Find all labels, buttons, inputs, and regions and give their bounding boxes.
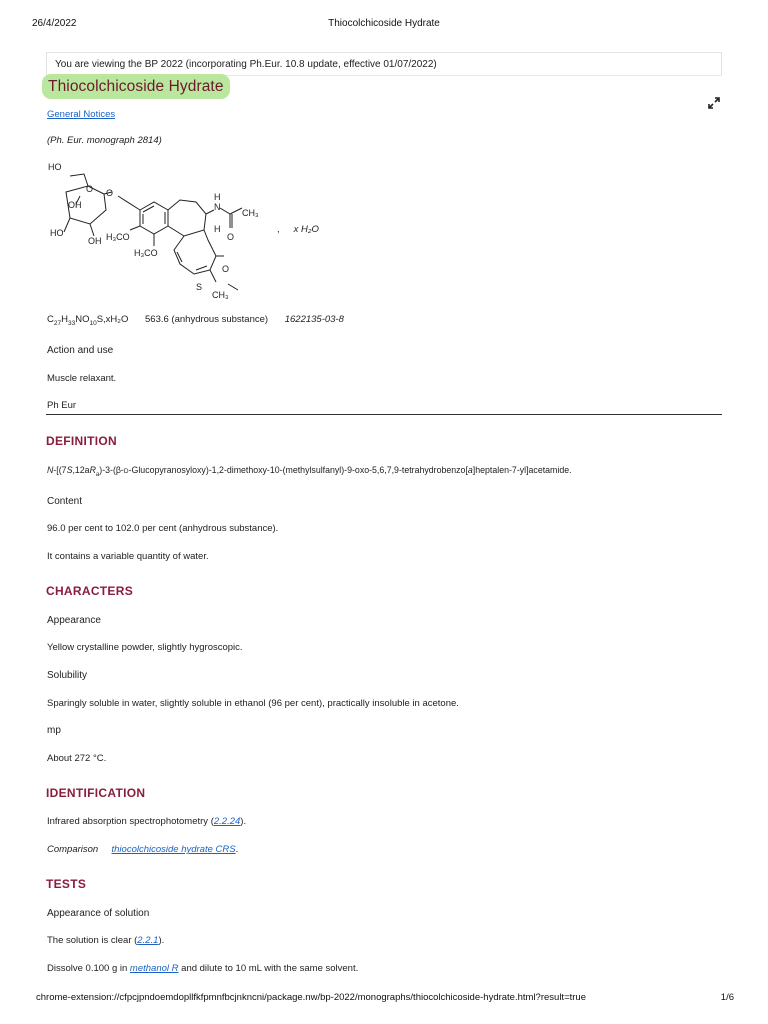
solubility-value: Sparingly soluble in water, slightly soluble in ethanol (96 per cent), practically insoluble in acetone.	[47, 698, 459, 709]
structure-label: O	[106, 188, 114, 198]
monograph-reference: (Ph. Eur. monograph 2814)	[47, 135, 162, 146]
molecular-formula-line	[47, 314, 344, 327]
dissolve-line	[47, 963, 358, 974]
section-heading-characters: CHARACTERS	[46, 584, 133, 598]
mp-value: About 272 °C.	[47, 753, 107, 764]
formula-sub: 33	[67, 319, 76, 327]
ir-end: ).	[240, 816, 247, 827]
page-number: 1/6	[720, 992, 734, 1003]
methanol-reagent-link[interactable]: methanol R	[129, 963, 179, 974]
formula-sub: 27	[53, 319, 62, 327]
structure-label: OH	[88, 236, 102, 246]
hydrate-notation	[277, 224, 319, 235]
structure-label: H	[214, 224, 221, 234]
structure-label: O	[222, 264, 230, 274]
structure-label: O	[227, 232, 235, 242]
divider	[46, 414, 722, 415]
appearance-value: Yellow crystalline powder, slightly hygroscopic.	[47, 642, 243, 653]
print-header	[0, 18, 768, 32]
structure-label: O	[86, 184, 94, 194]
comparison-line	[47, 844, 238, 855]
cas-number: 1622135-03-8	[284, 314, 344, 325]
structure-label: H₃CO	[134, 248, 158, 258]
version-notice: You are viewing the BP 2022 (incorporating Ph.Eur. 10.8 update, effective 01/07/2022)	[46, 52, 722, 76]
comparison-label: Comparison	[47, 844, 99, 855]
comma: ,	[277, 224, 280, 235]
structure-label: N	[214, 202, 221, 212]
clear-line	[47, 935, 164, 946]
section-heading-definition: DEFINITION	[46, 434, 117, 448]
action-text: Muscle relaxant.	[47, 373, 117, 384]
clear-end: ).	[158, 935, 165, 946]
structure-label: S	[196, 282, 203, 292]
molecular-weight: 563.6 (anhydrous substance)	[145, 314, 269, 325]
expand-icon[interactable]	[706, 95, 722, 111]
formula-part: H	[61, 314, 68, 325]
action-heading: Action and use	[47, 345, 114, 356]
ph-eur-marker: Ph Eur	[47, 400, 77, 411]
ir-method-link[interactable]: 2.2.24	[213, 816, 241, 827]
crs-link[interactable]: thiocolchicoside hydrate CRS	[111, 844, 236, 855]
chem-part: ]heptalen-7-yl]acetamide.	[472, 465, 572, 475]
section-heading-identification: IDENTIFICATION	[46, 786, 146, 800]
content-value: 96.0 per cent to 102.0 per cent (anhydrous substance).	[47, 523, 279, 534]
chem-part: a	[467, 465, 473, 475]
chem-part: N	[47, 465, 54, 475]
chem-part: D	[123, 468, 129, 475]
structure-label: HO	[50, 228, 64, 238]
section-heading-tests: TESTS	[46, 877, 87, 891]
solubility-label: Solubility	[47, 670, 88, 681]
clarity-method-link[interactable]: 2.2.1	[137, 935, 159, 946]
dissolve-end: and dilute to 10 mL with the same solvent.	[181, 963, 359, 974]
formula-sub: 10	[89, 319, 97, 327]
chem-part: a	[95, 471, 100, 478]
ir-text: Infrared absorption spectrophotometry (	[47, 816, 214, 827]
comparison-end: .	[235, 844, 239, 855]
clear-text: The solution is clear (	[47, 935, 138, 946]
content-label: Content	[47, 496, 83, 507]
chem-part: ,12a	[72, 465, 90, 475]
chem-part: R	[89, 465, 96, 475]
ir-line	[47, 816, 246, 827]
chem-part: S	[66, 465, 73, 475]
water-note: It contains a variable quantity of water.	[47, 551, 209, 562]
hydrate-text: x H₂O	[293, 224, 319, 235]
structure-label: H₃CO	[106, 232, 130, 242]
structure-label: CH₃	[212, 290, 229, 300]
structure-label: CH₃	[242, 208, 259, 218]
formula-part: NO	[75, 314, 90, 325]
print-url: chrome-extension://cfpcjpndoemdopllfkfpmnfbcjnkncni/package.nw/bp-2022/monographs/thiocolchicoside-hydrate.html?result=true	[36, 992, 586, 1003]
formula-part: S,xH₂O	[96, 314, 129, 325]
structure-label: H	[214, 192, 221, 202]
dissolve-text: Dissolve 0.100 g in	[47, 963, 128, 974]
mp-label: mp	[47, 725, 61, 736]
formula-part: C	[47, 314, 54, 325]
structure-label: HO	[48, 162, 62, 172]
structure-label: OH	[68, 200, 82, 210]
chem-part: -Glucopyranosyloxy)-1,2-dimethoxy-10-(methylsulfanyl)-9-oxo-5,6,7,9-tetrahydrobenzo[	[128, 465, 468, 475]
print-date: 26/4/2022	[32, 18, 77, 29]
appearance-of-solution-label: Appearance of solution	[47, 908, 150, 919]
general-notices-link[interactable]: General Notices	[47, 109, 116, 120]
chem-part: )-3-(β-	[99, 465, 124, 475]
appearance-label: Appearance	[47, 615, 101, 626]
print-title: Thiocolchicoside Hydrate	[328, 18, 440, 29]
chemical-name	[47, 465, 572, 478]
page-title: Thiocolchicoside Hydrate	[42, 74, 230, 99]
chem-part: -[(7	[53, 465, 67, 475]
